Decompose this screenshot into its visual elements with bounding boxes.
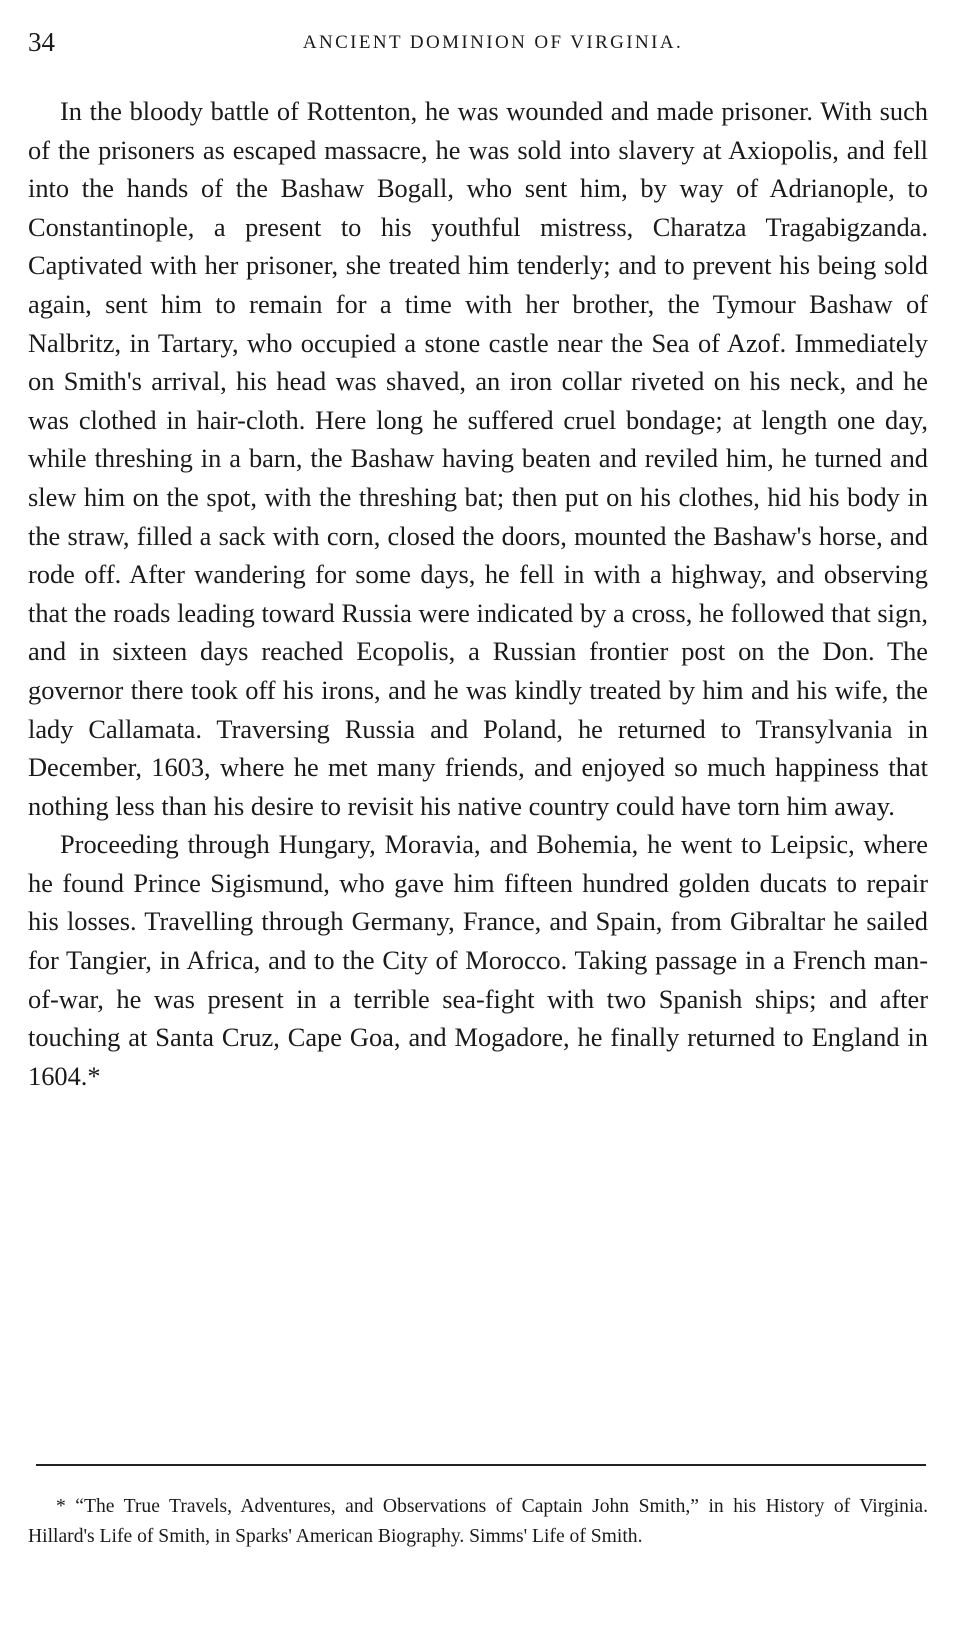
footnote <box>28 1492 928 1552</box>
page-header <box>28 26 928 66</box>
footnote-text: * “The True Travels, Adventures, and Observations of Captain John Smith,” in his History of Virginia. Hillard's Life of Smith, in Sparks' American Biography. Simms' Life of Smith. <box>28 1496 928 1547</box>
paragraph-1: In the bloody battle of Rottenton, he was wounded and made prisoner. With such of the prisoners as escaped massacre, he was sold into slavery at Axiopolis, and fell into the hands of the Bashaw Bogall, who sent him, by way of Adrianople, to Constantinople, a present to his youthful mistress, Charatza Tragabigzanda. Captivated with her prisoner, she treated him tenderly; and to prevent his being sold again, sent him to remain for a time with her brother, the Tymour Bashaw of Nalbritz, in Tartary, who occupied a stone castle near the Sea of Azof. Immediately on Smith's arrival, his head was shaved, an iron collar riveted on his neck, and he was clothed in hair-cloth. Here long he suffered cruel bondage; at length one day, while threshing in a barn, the Bashaw having beaten and reviled him, he turned and slew him on the spot, with the threshing bat; then put on his clothes, hid his body in the straw, filled a sack with corn, closed the doors, mounted the Bashaw's horse, and rode off. After wandering for some days, he fell in with a highway, and observing that the roads leading toward Russia were indicated by a cross, he followed that sign, and in sixteen days reached Ecopolis, a Russian frontier post on the Don. The governor there took off his irons, and he was kindly treated by him and his wife, the lady Callamata. Traversing Russia and Poland, he returned to Transylvania in December, 1603, where he met many friends, and enjoyed so much happiness that nothing less than his desire to revisit his native country could have torn him away. <box>28 96 928 821</box>
paragraph-2: Proceeding through Hungary, Moravia, and Bohemia, he went to Leipsic, where he found Prince Sigismund, who gave him fifteen hundred golden ducats to repair his losses. Travelling through Germany, France, and Spain, from Gibraltar he sailed for Tangier, in Africa, and to the City of Morocco. Taking passage in a French man-of-war, he was present in a terrible sea-fight with two Spanish ships; and after touching at Santa Cruz, Cape Goa, and Mogadore, he finally returned to England in 1604.* <box>28 829 928 1091</box>
body-text <box>28 92 928 1095</box>
running-head: ANCIENT DOMINION OF VIRGINIA. <box>302 32 684 53</box>
footnote-divider <box>36 1464 926 1466</box>
page-number: 34 <box>28 27 55 57</box>
